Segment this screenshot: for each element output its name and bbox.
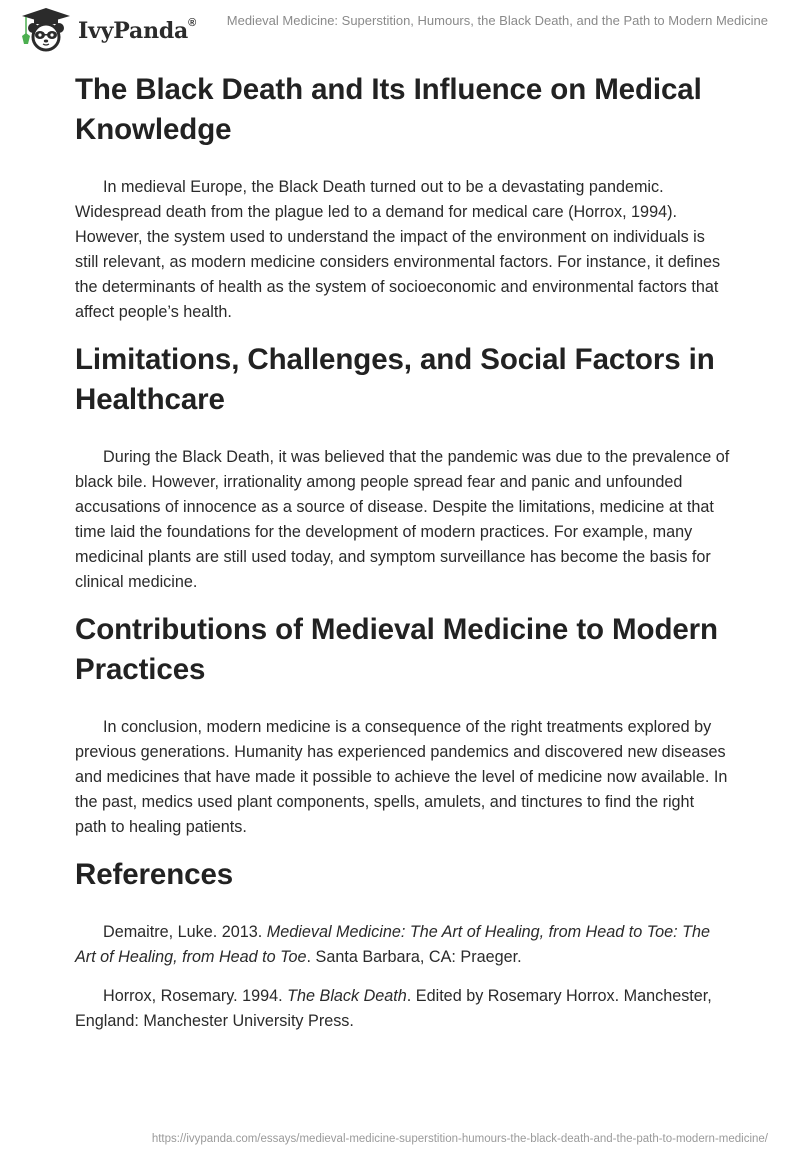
page-header xyxy=(0,0,800,58)
references-heading: References xyxy=(75,858,234,891)
section-heading: The Black Death and Its Influence on Medical Knowledge xyxy=(75,73,702,146)
section-contributions xyxy=(75,610,730,855)
section-heading: Limitations, Challenges, and Social Factors in Healthcare xyxy=(75,343,715,416)
section-paragraph: In medieval Europe, the Black Death turned out to be a devastating pandemic. Widespread death from the plague led to a demand for medical care (Horrox, 1994). However, the system used to understand the impact of the environment on individuals is still relevant, as modern medicine considers environmental factors. For instance, it defines the determinants of health as the system of socioeconomic and environmental factors that affect people’s health. xyxy=(75,178,721,321)
section-black-death xyxy=(75,70,730,340)
panda-graduation-cap-icon xyxy=(16,6,72,52)
section-heading: Contributions of Medieval Medicine to Modern Practices xyxy=(75,613,718,686)
references-section xyxy=(75,855,730,1034)
section-paragraph: In conclusion, modern medicine is a consequence of the right treatments explored by previous generations. Humanity has experienced pandemics and discovered new diseases and medicines that have made it possible to achieve the level of medicine now available. In the past, medics used plant components, spells, amulets, and tinctures to find the right path to healing patients. xyxy=(75,718,728,836)
reference-title: The Black Death xyxy=(287,987,407,1005)
source-url-link[interactable]: https://ivypanda.com/essays/medieval-medicine-superstition-humours-the-black-death-and-the-path-to-modern-medicine/ xyxy=(151,1133,768,1145)
reference-item: Horrox, Rosemary. 1994. The Black Death. Edited by Rosemary Horrox. Manchester, England: Manchester University Press. xyxy=(75,987,712,1030)
brand-name: IvyPanda® xyxy=(78,16,197,44)
reference-title: Medieval Medicine: The Art of Healing, from Head to Toe: The Art of Healing, from Head to Toe xyxy=(75,923,711,966)
ivypanda-logo-link[interactable] xyxy=(16,6,196,52)
registered-mark: ® xyxy=(188,16,197,29)
document-title: Medieval Medicine: Superstition, Humours, the Black Death, and the Path to Modern Medicine xyxy=(226,13,768,28)
essay-content xyxy=(75,70,730,1034)
section-paragraph: During the Black Death, it was believed that the pandemic was due to the prevalence of black bile. However, irrationality among people spread fear and panic and unfounded accusations of innocence as a source of disease. Despite the limitations, medicine at that time laid the foundations for the development of modern practices. For example, many medicinal plants are still used today, and symptom surveillance has become the basis for clinical medicine. xyxy=(75,448,730,591)
reference-item: Demaitre, Luke. 2013. Medieval Medicine: The Art of Healing, from Head to Toe: The Art of Healing, from Head to Toe. Santa Barbara, CA: Praeger. xyxy=(75,923,711,966)
section-limitations xyxy=(75,340,730,610)
